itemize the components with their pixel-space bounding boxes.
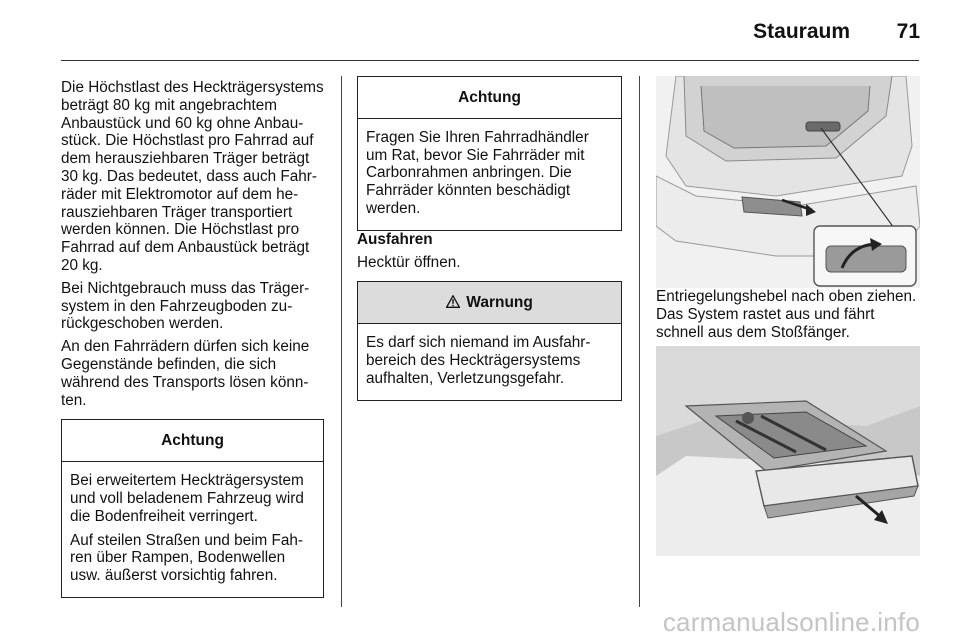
header-rule	[61, 60, 919, 61]
warning-box	[357, 281, 622, 400]
tailgate-bumper-release-lever-illustration	[656, 76, 920, 288]
caution-box-ground-clearance	[61, 419, 324, 598]
caution-box-carbon	[357, 76, 622, 231]
caution-box-body	[358, 119, 621, 230]
caution-box-body	[62, 462, 323, 597]
warning-box-header	[358, 282, 621, 324]
column-divider-left	[341, 76, 342, 607]
instruction-open-tailgate: Hecktür öffnen.	[357, 253, 461, 271]
warning-triangle-icon	[446, 294, 464, 311]
watermark: carmanualsonline.info	[662, 607, 920, 637]
paragraph-max-load: Die Höchstlast des Heckträgersystems beträgt 80 kg mit angebrachtem Anbaustück und 60 kg ohne Anbaustück. Die Höchstlast pro Fahrrad auf dem herausziehbaren Träger beträgt 30 kg. Das bedeutet, dass auch Fahrräder mit Elektromotor auf dem herausziehbaren Träger transportiert werden können. Die Höchstlast pro Fahrrad auf dem Anbaustück beträgt 20 kg.	[61, 79, 324, 274]
caution-text: Fragen Sie Ihren Fahrradhändler um Rat, bevor Sie Fahrräder mit Carbonrahmen anbringen. Die Fahrräder könnten beschädigt werden.	[366, 128, 589, 217]
caution-text: Bei erweitertem Heckträgersystem und voll beladenem Fahrzeug wird die Bodenfreiheit verringert.	[70, 472, 304, 525]
page-number: 71	[896, 20, 920, 43]
figure-caption-release-lever: Entriegelungshebel nach oben ziehen. Das System rastet aus und fährt schnell aus dem Stoßfänger.	[656, 288, 917, 341]
paragraph-loose-objects: An den Fahrrädern dürfen sich keine Gegenstände befinden, die sich während des Transports lösen könnten.	[61, 338, 310, 409]
warning-text: Es darf sich niemand im Ausfahrbereich des Heckträgersystems aufhalten, Verletzungsgefahr.	[366, 334, 591, 387]
caution-text: Auf steilen Straßen und beim Fahren über Rampen, Bodenwellen usw. äußerst vorsichtig fahren.	[70, 531, 303, 585]
extended-carrier-illustration	[656, 346, 920, 556]
column-3	[656, 76, 920, 556]
page-title: Stauraum	[753, 20, 850, 43]
caution-box-title: Achtung	[358, 77, 621, 119]
warning-box-title: Warnung	[466, 294, 533, 312]
warning-box-body	[358, 324, 621, 399]
caution-box-title: Achtung	[62, 420, 323, 462]
column-1	[61, 79, 324, 598]
section-heading-ausfahren: Ausfahren	[357, 230, 433, 248]
column-divider-right	[639, 76, 640, 607]
paragraph-storage: Bei Nichtgebrauch muss das Trägersystem in den Fahrzeugboden zurückgeschoben werden.	[61, 279, 310, 333]
column-2	[357, 76, 622, 401]
